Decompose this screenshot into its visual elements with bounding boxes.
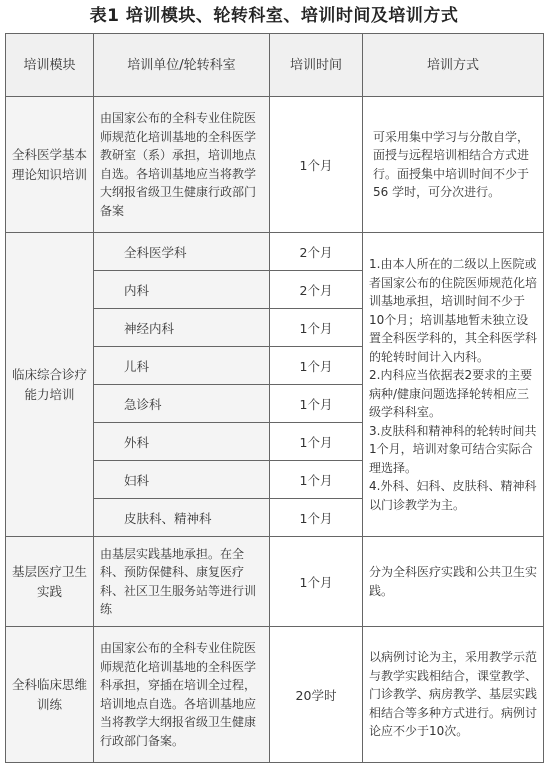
time-cell: 1个月: [270, 385, 363, 423]
dept-cell: 皮肤科、精神科: [94, 499, 270, 537]
dept-cell: 儿科: [94, 347, 270, 385]
time-cell: 1个月: [270, 423, 363, 461]
time-cell: 2个月: [270, 233, 363, 271]
dept-cell: 全科医学科: [94, 233, 270, 271]
time-cell: 1个月: [270, 537, 363, 627]
unit-cell: 由国家公布的全科专业住院医师规范化培训基地的全科医学科承担，穿插在培训全过程，培训地点自选。各培训基地应当将教学大纲报省级卫生健康行政部门备案。: [94, 627, 270, 763]
time-cell: 1个月: [270, 499, 363, 537]
time-cell: 1个月: [270, 347, 363, 385]
method-cell: 分为全科医疗实践和公共卫生实践。: [363, 537, 544, 627]
method-item: 1.由本人所在的二级以上医院或者国家公布的住院医师规范化培训基地承担，培训时间不少于10个月；培训基地暂未独立设置全科医学科的，其全科医学科的轮转时间计入内科。: [369, 257, 538, 364]
time-cell: 1个月: [270, 97, 363, 233]
module-cell: 全科临床思维训练: [6, 627, 94, 763]
dept-cell: 妇科: [94, 461, 270, 499]
module-cell: 全科医学基本理论知识培训: [6, 97, 94, 233]
table-title: 表1 培训模块、轮转科室、培训时间及培训方式: [89, 6, 459, 26]
header-row: [6, 34, 544, 97]
header-unit: 培训单位/轮转科室: [94, 34, 270, 97]
header-time: 培训时间: [270, 34, 363, 97]
dept-cell: 神经内科: [94, 309, 270, 347]
table-row: [6, 537, 544, 627]
method-item: 3.皮肤科和精神科的轮转时间共1个月，培训对象可结合实际合理选择。: [369, 423, 537, 475]
method-item: 2.内科应当依据表2要求的主要病种/健康问题选择轮转相应三级学科科室。: [369, 368, 533, 419]
training-table: [5, 33, 544, 763]
table-row: [6, 627, 544, 763]
unit-cell: 由基层实践基地承担。在全科、预防保健科、康复医疗科、社区卫生服务站等进行训练: [94, 537, 270, 627]
method-cell: 可采用集中学习与分散自学，面授与远程培训相结合方式进行。面授集中培训时间不少于 56 学时，可分次进行。: [363, 97, 544, 233]
module-cell: 基层医疗卫生实践: [6, 537, 94, 627]
dept-cell: 外科: [94, 423, 270, 461]
time-cell: 1个月: [270, 461, 363, 499]
dept-cell: 急诊科: [94, 385, 270, 423]
header-method: 培训方式: [363, 34, 544, 97]
module-cell: 临床综合诊疗能力培训: [6, 233, 94, 537]
method-item: 4.外科、妇科、皮肤科、精神科以门诊教学为主。: [369, 479, 537, 512]
dept-cell: 内科: [94, 271, 270, 309]
time-cell: 2个月: [270, 271, 363, 309]
time-cell: 20学时: [270, 627, 363, 763]
table-row: [6, 97, 544, 233]
time-cell: 1个月: [270, 309, 363, 347]
method-cell: 以病例讨论为主，采用教学示范与教学实践相结合，课堂教学、门诊教学、病房教学、基层实践相结合等多种方式进行。病例讨论应不少于10次。: [363, 627, 544, 763]
header-module: 培训模块: [6, 34, 94, 97]
method-cell: [363, 233, 544, 537]
table-row: [6, 233, 544, 271]
unit-cell: 由国家公布的全科专业住院医师规范化培训基地的全科医学教研室（系）承担，培训地点自选。各培训基地应当将教学大纲报省级卫生健康行政部门备案: [94, 97, 270, 233]
